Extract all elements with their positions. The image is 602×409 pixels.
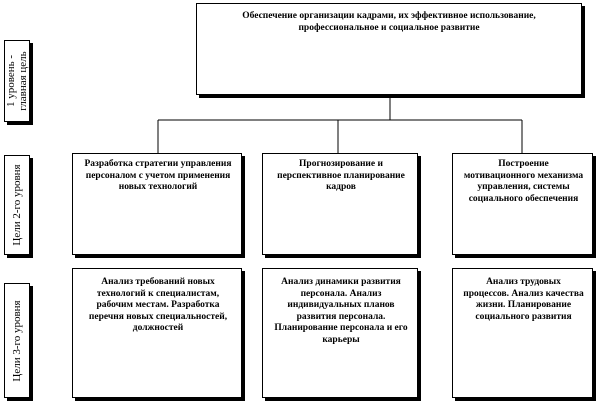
level2-goal-1-text: Разработка стратегии управления персоналом с учетом применения новых технологий: [84, 159, 232, 192]
level1-label-line2: главная цель: [17, 51, 29, 111]
top-goal-box: [196, 3, 582, 95]
level2-goal-3-text: Построение мотивационного механизма управления, системы социального обеспечения: [463, 159, 584, 204]
level3-goal-3: [452, 268, 593, 398]
level1-label-line1: 1 уровень -: [5, 54, 17, 108]
level3-goal-2-text: Анализ динамики развития персонала. Анализ индивидуальных планов развития персонала. Планирование персонала и его карьеры: [274, 277, 408, 345]
top-goal-text: Обеспечение организации кадрами, их эффективное использование, профессиональное и социальное развитие: [242, 11, 536, 33]
level3-goal-2: [262, 268, 418, 398]
level2-goal-1: [72, 153, 242, 255]
level3-label: Цели 3-го уровня: [11, 299, 23, 382]
level2-goal-2-text: Прогнозирование и перспективное планирование кадров: [277, 159, 405, 192]
level3-goal-1: [72, 268, 242, 398]
level2-label-box: [4, 155, 30, 255]
level1-label-box: [4, 40, 30, 122]
level2-goal-2: [262, 153, 418, 255]
level2-label: Цели 2-го уровня: [11, 164, 23, 246]
level3-goal-3-text: Анализ трудовых процессов. Анализ качества жизни. Планирование социального развития: [463, 277, 584, 322]
level3-goal-1-text: Анализ требований новых технологий к специалистам, рабочим местам. Разработка перечня новых специальностей, должностей: [88, 277, 228, 333]
level3-label-box: [4, 283, 30, 398]
level1-label: [5, 51, 29, 110]
level2-goal-3: [452, 153, 593, 255]
